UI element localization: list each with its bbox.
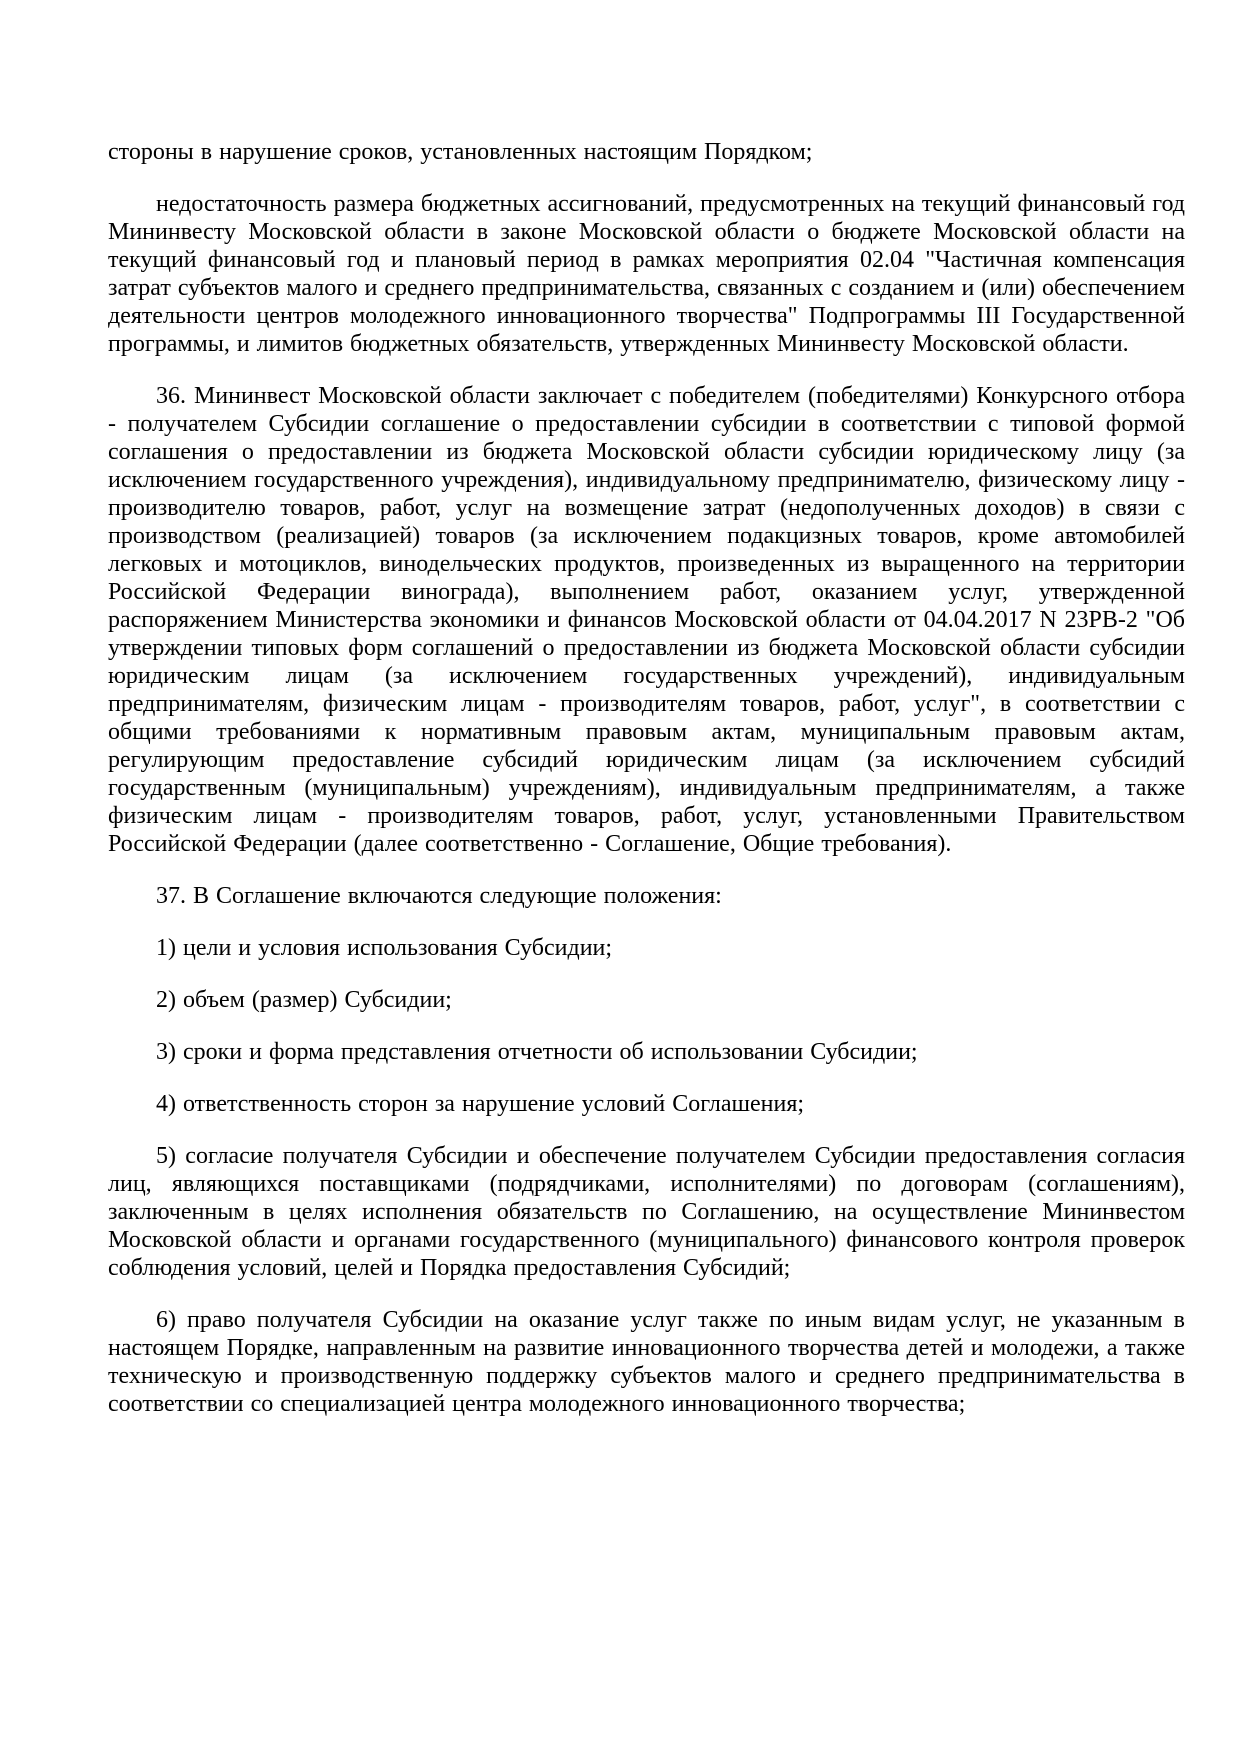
list-item-4: 4) ответственность сторон за нарушение условий Соглашения; [156,1091,805,1117]
paragraph-clause-37: 37. В Соглашение включаются следующие положения: [156,883,722,909]
paragraph-continuation: стороны в нарушение сроков, установленных настоящим Порядком; [108,139,813,165]
list-item-5: 5) согласие получателя Субсидии и обеспечение получателем Субсидии предоставления согласия лиц, являющихся поставщиками (подрядчиками, исполнителями) по договорам (соглашениям), заключенным в целях исполнения обязательств по Соглашению, на осуществление Мининвестом Московской области и органами государственного (муниципального) финансового контроля проверок соблюдения условий, целей и Порядка предоставления Субсидий; [108,1143,1185,1281]
paragraph-clause-36: 36. Мининвест Московской области заключает с победителем (победителями) Конкурсного отбора - получателем Субсидии соглашение о предоставлении субсидии в соответствии с типовой формой соглашения о предоставлении из бюджета Московской области субсидии юридическому лицу (за исключением государственного учреждения), индивидуальному предпринимателю, физическому лицу - производителю товаров, работ, услуг на возмещение затрат (недополученных доходов) в связи с производством (реализацией) товаров (за исключением подакцизных товаров, кроме автомобилей легковых и мотоциклов, винодельческих продуктов, произведенных из выращенного на территории Российской Федерации винограда), выполнением работ, оказанием услуг, утвержденной распоряжением Министерства экономики и финансов Московской области от 04.04.2017 N 23РВ-2 "Об утверждении типовых форм соглашений о предоставлении из бюджета Московской области субсидии юридическим лицам (за исключением государственных учреждений), индивидуальным предпринимателям, физическим лицам - производителям товаров, работ, услуг", в соответствии с общими требованиями к нормативным правовым актам, муниципальным правовым актам, регулирующим предоставление субсидий юридическим лицам (за исключением субсидий государственным (муниципальным) учреждениям), индивидуальным предпринимателям, а также физическим лицам - производителям товаров, работ, услуг, установленными Правительством Российской Федерации (далее соответственно - Соглашение, Общие требования). [108,383,1185,857]
document-body [108,138,1185,1418]
list-item-1: 1) цели и условия использования Субсидии; [156,935,613,961]
paragraph-budget-insufficiency: недостаточность размера бюджетных ассигнований, предусмотренных на текущий финансовый год Мининвесту Московской области в законе Московской области о бюджете Московской области на текущий финансовый год и плановый период в рамках мероприятия 02.04 "Частичная компенсация затрат субъектов малого и среднего предпринимательства, связанных с созданием и (или) обеспечением деятельности центров молодежного инновационного творчества" Подпрограммы III Государственной программы, и лимитов бюджетных обязательств, утвержденных Мининвесту Московской области. [108,191,1185,357]
list-item-2: 2) объем (размер) Субсидии; [156,987,452,1013]
list-item-6: 6) право получателя Субсидии на оказание услуг также по иным видам услуг, не указанным в настоящем Порядке, направленным на развитие инновационного творчества детей и молодежи, а также техническую и производственную поддержку субъектов малого и среднего предпринимательства в соответствии со специализацией центра молодежного инновационного творчества; [108,1307,1185,1417]
list-item-3: 3) сроки и форма представления отчетности об использовании Субсидии; [156,1039,918,1065]
